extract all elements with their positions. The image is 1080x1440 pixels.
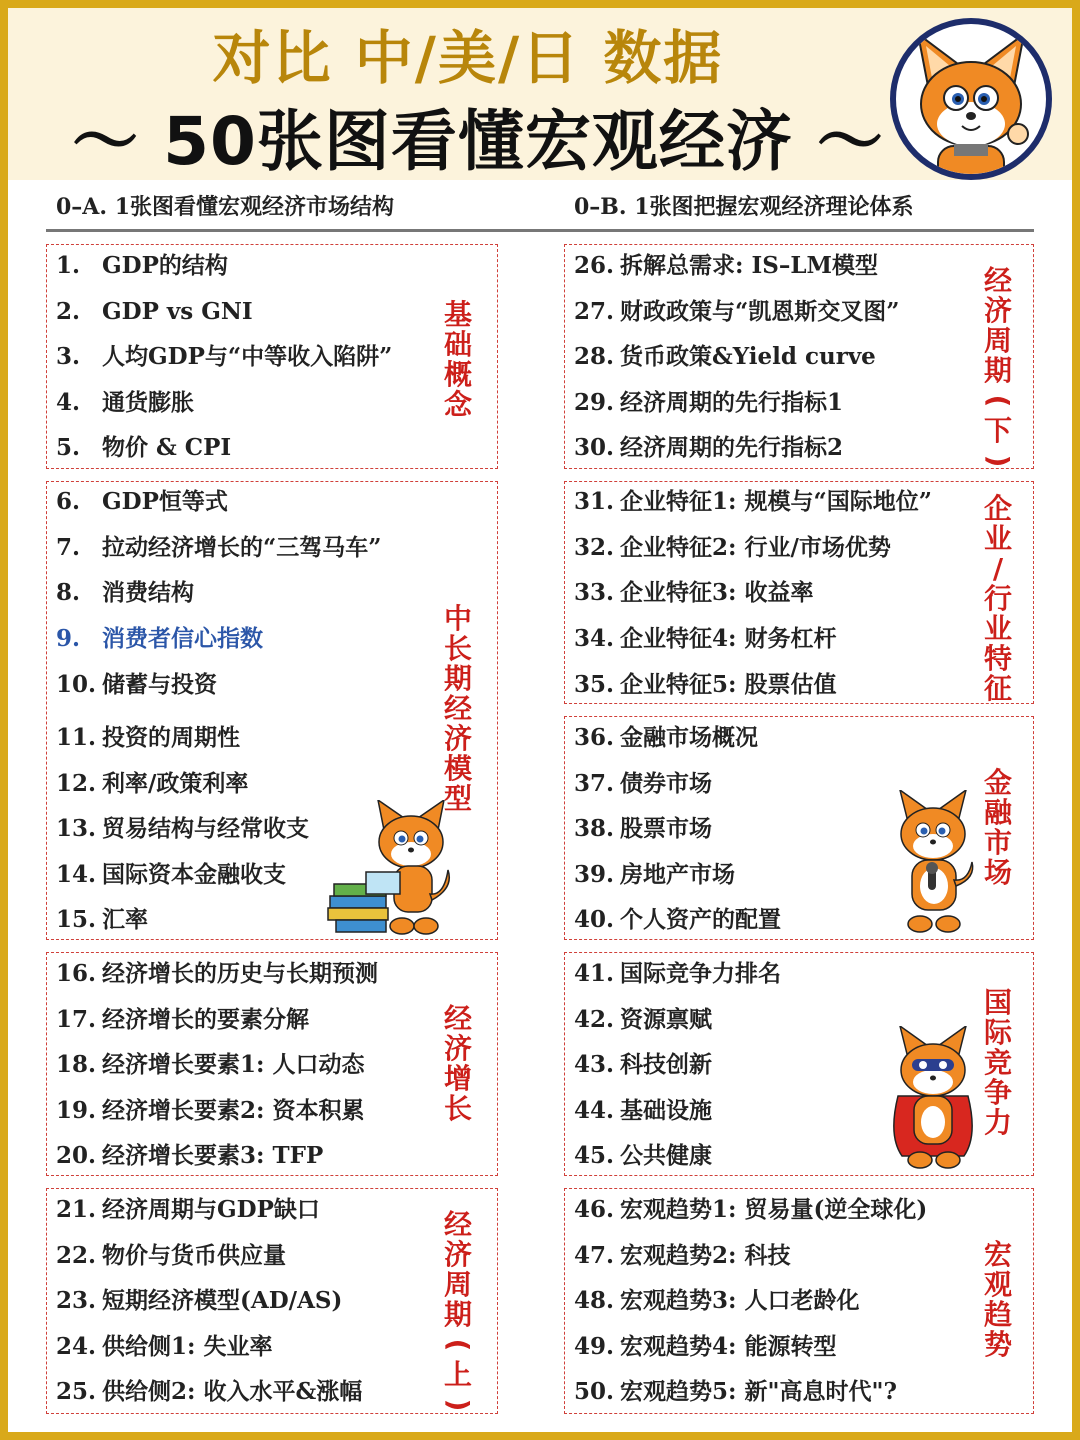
list-item: 43. 科技创新 (574, 1051, 712, 1078)
section-label-cycle-part1 (440, 1210, 476, 1420)
list-item: 26. 拆解总需求: IS–LM模型 (574, 252, 878, 279)
section-label-char: 基 (443, 298, 472, 331)
section-label-char: 特 (983, 642, 1012, 675)
list-item: 23. 短期经济模型(AD/AS) (56, 1287, 343, 1314)
section-label-char: 济 (443, 722, 472, 755)
section-label-char: 势 (983, 1328, 1012, 1361)
list-item: 20. 经济增长要素3: TFP (56, 1142, 324, 1169)
section-label-char: 概 (443, 358, 472, 391)
subheader-right: 0–B. 1张图把握宏观经济理论体系 (574, 194, 914, 220)
list-item: 47. 宏观趋势2: 科技 (574, 1242, 791, 1269)
list-item: 28. 货币政策&Yield curve (574, 343, 876, 370)
section-label-char: 市 (983, 826, 1012, 859)
section-label-char: ) (442, 1398, 475, 1412)
section-label-char: 济 (443, 1032, 472, 1065)
list-item-highlighted: 9. 消费者信心指数 (56, 625, 263, 652)
section-label-char: 济 (443, 1238, 472, 1271)
section-label-char: 期 (443, 1298, 472, 1331)
section-label-char: 国 (983, 986, 1012, 1019)
list-item: 50. 宏观趋势5: 新"高息时代"? (574, 1378, 897, 1405)
list-item: 24. 供给侧1: 失业率 (56, 1333, 273, 1360)
section-label-char: ( (442, 1338, 475, 1352)
section-label-char: 期 (443, 662, 472, 695)
list-item: 16. 经济增长的历史与长期预测 (56, 960, 378, 987)
list-item: 27. 财政政策与“凯恩斯交叉图” (574, 298, 900, 325)
list-item: 31. 企业特征1: 规模与“国际地位” (574, 488, 932, 515)
list-item: 5. 物价 & CPI (56, 434, 232, 461)
fox-holding-microphone-icon (888, 790, 978, 936)
list-item: 4. 通货膨胀 (56, 389, 194, 416)
section-label-char: 下 (983, 414, 1012, 447)
section-label-char: 业 (983, 522, 1012, 555)
section-label-economic-growth (440, 1004, 476, 1124)
list-item: 10. 储蓄与投资 (56, 671, 217, 698)
section-label-char: 经 (443, 1002, 472, 1035)
list-item: 12. 利率/政策利率 (56, 770, 249, 797)
list-item: 7. 拉动经济增长的“三驾马车” (56, 534, 382, 561)
list-item: 14. 国际资本金融收支 (56, 861, 286, 888)
section-label-cycle-part2 (980, 266, 1016, 476)
list-item: 38. 股票市场 (574, 815, 712, 842)
section-label-char: 念 (443, 388, 472, 421)
list-item: 17. 经济增长的要素分解 (56, 1006, 309, 1033)
section-label-char: 济 (983, 294, 1012, 327)
section-label-char: 期 (983, 354, 1012, 387)
section-label-char: 宏 (983, 1238, 1012, 1271)
section-label-financial-markets (980, 768, 1016, 888)
list-item: 22. 物价与货币供应量 (56, 1242, 286, 1269)
list-item: 1. GDP的结构 (56, 252, 228, 279)
section-label-char: 型 (443, 782, 472, 815)
list-item: 33. 企业特征3: 收益率 (574, 579, 814, 606)
list-item: 37. 债券市场 (574, 770, 712, 797)
section-label-char: 征 (983, 672, 1012, 705)
list-item: 46. 宏观趋势1: 贸易量(逆全球化) (574, 1196, 928, 1223)
section-label-char: 场 (983, 856, 1012, 889)
list-item: 18. 经济增长要素1: 人口动态 (56, 1051, 365, 1078)
section-label-char: 趋 (983, 1298, 1012, 1331)
fox-superhero-cape-icon (888, 1026, 978, 1172)
section-label-char: 础 (443, 328, 472, 361)
list-item: 36. 金融市场概况 (574, 724, 758, 751)
list-item: 11. 投资的周期性 (56, 724, 240, 751)
list-item: 3. 人均GDP与“中等收入陷阱” (56, 343, 393, 370)
section-label-long-term-models (440, 604, 476, 814)
section-label-char: 融 (983, 796, 1012, 829)
list-item: 40. 个人资产的配置 (574, 906, 781, 933)
list-item: 48. 宏观趋势3: 人口老龄化 (574, 1287, 860, 1314)
list-item: 25. 供给侧2: 收入水平&涨幅 (56, 1378, 363, 1405)
subheader-left: 0–A. 1张图看懂宏观经济市场结构 (56, 194, 395, 220)
list-item: 35. 企业特征5: 股票估值 (574, 671, 837, 698)
list-item: 15. 汇率 (56, 906, 148, 933)
section-label-company-features (980, 494, 1016, 704)
list-item: 21. 经济周期与GDP缺口 (56, 1196, 320, 1223)
section-label-char: 增 (443, 1062, 472, 1095)
section-label-char: 业 (983, 612, 1012, 645)
section-label-competitiveness (980, 988, 1016, 1138)
list-item: 39. 房地产市场 (574, 861, 735, 888)
section-label-char: 争 (983, 1076, 1012, 1109)
section-label-char: 观 (983, 1268, 1012, 1301)
fox-mascot-icon (888, 16, 1054, 182)
section-label-char: 周 (983, 324, 1012, 357)
section-label-char: / (992, 552, 1004, 585)
list-item: 8. 消费结构 (56, 579, 194, 606)
section-label-basic-concepts (440, 300, 476, 420)
subheader-divider (46, 229, 1034, 232)
section-label-char: 周 (443, 1268, 472, 1301)
section-label-char: 经 (443, 1208, 472, 1241)
section-label-char: 经 (983, 264, 1012, 297)
section-label-char: 上 (443, 1358, 472, 1391)
section-label-char: 经 (443, 692, 472, 725)
list-item: 2. GDP vs GNI (56, 298, 253, 325)
list-item: 32. 企业特征2: 行业/市场优势 (574, 534, 891, 561)
section-label-char: 模 (443, 752, 472, 785)
list-item: 13. 贸易结构与经常收支 (56, 815, 309, 842)
section-label-char: 行 (983, 582, 1012, 615)
section-label-char: 竞 (983, 1046, 1012, 1079)
section-label-char: ) (982, 454, 1015, 468)
section-label-char: 际 (983, 1016, 1012, 1049)
section-label-char: 金 (983, 766, 1012, 799)
list-item: 30. 经济周期的先行指标2 (574, 434, 844, 461)
section-label-char: 企 (983, 492, 1012, 525)
section-label-char: 中 (443, 602, 472, 635)
list-item: 41. 国际竞争力排名 (574, 960, 781, 987)
list-item: 6. GDP恒等式 (56, 488, 228, 515)
list-item: 44. 基础设施 (574, 1097, 712, 1124)
list-item: 42. 资源禀赋 (574, 1006, 712, 1033)
list-item: 34. 企业特征4: 财务杠杆 (574, 625, 837, 652)
section-label-char: 长 (443, 1092, 472, 1125)
list-item: 45. 公共健康 (574, 1142, 712, 1169)
section-label-char: 力 (983, 1106, 1012, 1139)
section-label-char: 长 (443, 632, 472, 665)
list-item: 29. 经济周期的先行指标1 (574, 389, 844, 416)
title-line-2: ～ 50张图看懂宏观经济 ～ (72, 103, 884, 180)
section-label-char: ( (982, 394, 1015, 408)
fox-reading-books-icon (326, 800, 456, 940)
title-line-1: 对比 中/美/日 数据 (212, 24, 724, 92)
section-label-macro-trends (980, 1240, 1016, 1360)
list-item: 19. 经济增长要素2: 资本积累 (56, 1097, 365, 1124)
list-item: 49. 宏观趋势4: 能源转型 (574, 1333, 837, 1360)
